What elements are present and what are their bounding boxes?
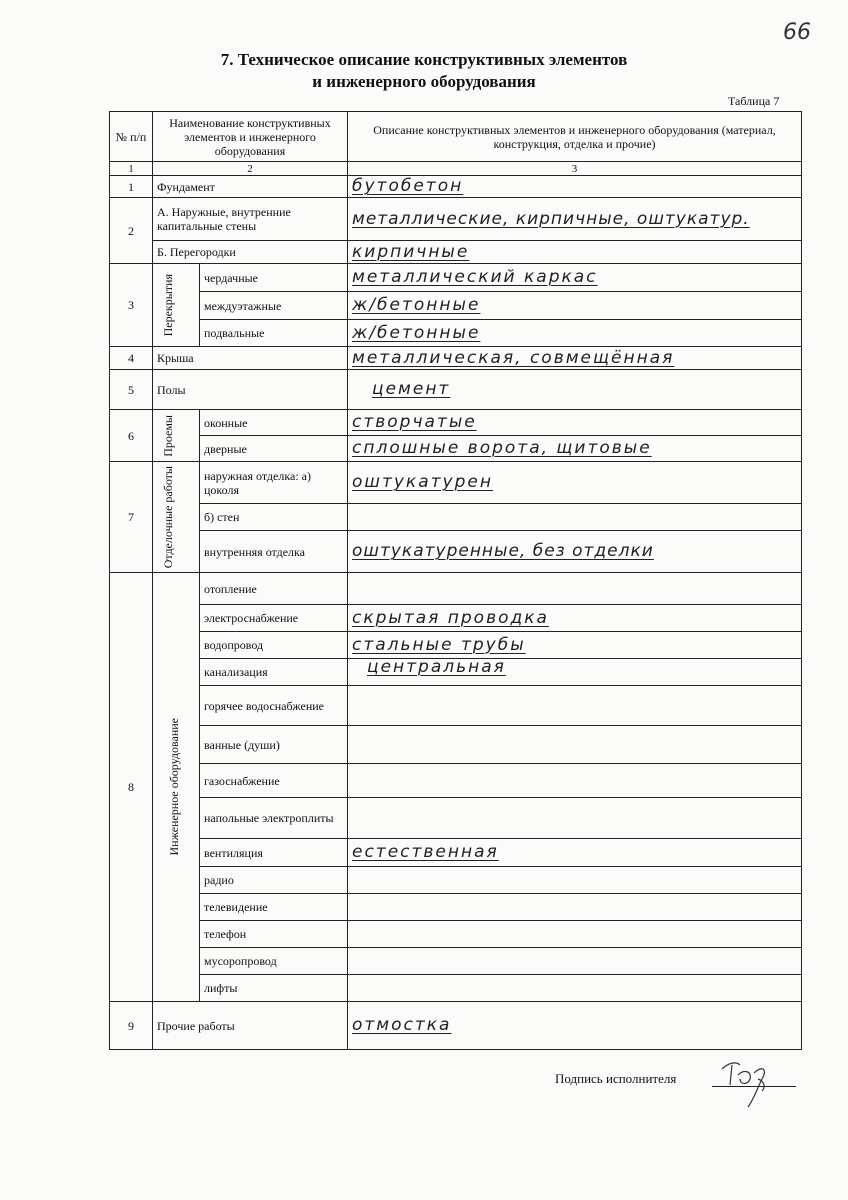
row-value xyxy=(348,462,802,504)
row-name: газоснабжение xyxy=(200,764,348,798)
row-value xyxy=(348,410,802,436)
row-name: горячее водоснабжение xyxy=(200,686,348,726)
table-row xyxy=(110,573,802,605)
row-value xyxy=(348,241,802,264)
col-number-3: 3 xyxy=(348,162,802,176)
page-subtitle: и инженерного оборудования xyxy=(312,72,536,91)
row-name: электроснабжение xyxy=(200,605,348,632)
table-row xyxy=(110,659,802,686)
table-row xyxy=(110,241,802,264)
row-value xyxy=(348,948,802,975)
handwritten-value: цемент xyxy=(372,379,451,399)
row-value xyxy=(348,531,802,573)
row-number: 6 xyxy=(110,410,153,462)
column-numbers-row xyxy=(110,162,802,176)
row-value xyxy=(348,292,802,320)
group-label: Перекрытия xyxy=(153,264,200,347)
table-row xyxy=(110,839,802,867)
table-row xyxy=(110,410,802,436)
header-description: Описание конструктивных элементов и инженерного оборудования (материал, конструкция, отделка и прочие) xyxy=(348,112,802,162)
page-title: 7. Техническое описание конструктивных элементов xyxy=(220,50,628,69)
header-num: № п/п xyxy=(110,112,153,162)
handwritten-value: бутобетон xyxy=(352,176,464,196)
table-row xyxy=(110,531,802,573)
table-row xyxy=(110,605,802,632)
col-number-2: 2 xyxy=(153,162,348,176)
row-name: телевидение xyxy=(200,894,348,921)
row-value xyxy=(348,839,802,867)
handwritten-value: металлический каркас xyxy=(352,267,598,287)
row-value xyxy=(348,504,802,531)
group-label: Отделочные работы xyxy=(153,462,200,573)
row-value xyxy=(348,894,802,921)
table-row xyxy=(110,347,802,370)
row-name: мусоропровод xyxy=(200,948,348,975)
row-value xyxy=(348,921,802,948)
row-value xyxy=(348,573,802,605)
row-name: водопровод xyxy=(200,632,348,659)
table-row xyxy=(110,176,802,198)
row-name: радио xyxy=(200,867,348,894)
row-name: оконные xyxy=(200,410,348,436)
row-name: б) стен xyxy=(200,504,348,531)
row-value xyxy=(348,198,802,241)
handwritten-value: скрытая проводка xyxy=(352,607,549,628)
handwritten-value: металлические, кирпичные, оштукатур. xyxy=(352,208,750,229)
row-value xyxy=(348,659,802,686)
row-name: наружная отделка: а) цоколя xyxy=(200,462,348,504)
table-row xyxy=(110,436,802,462)
row-name: Б. Перегородки xyxy=(153,241,348,264)
handwritten-value: отмостка xyxy=(352,1015,452,1035)
table-row xyxy=(110,686,802,726)
row-name: Фундамент xyxy=(153,176,348,198)
signature-label: Подпись исполнителя xyxy=(555,1071,677,1086)
row-name: внутренняя отделка xyxy=(200,531,348,573)
handwritten-value: ж/бетонные xyxy=(352,295,481,315)
table-row xyxy=(110,370,802,410)
header-name: Наименование конструктивных элементов и инженерного оборудования xyxy=(153,112,348,162)
row-name: лифты xyxy=(200,975,348,1002)
row-value xyxy=(348,798,802,839)
table-row xyxy=(110,292,802,320)
row-number: 3 xyxy=(110,264,153,347)
table-row xyxy=(110,504,802,531)
row-value xyxy=(348,867,802,894)
row-number: 7 xyxy=(110,462,153,573)
handwritten-value: оштукатуренные, без отделки xyxy=(352,541,654,561)
row-number: 2 xyxy=(110,198,153,264)
table-row xyxy=(110,921,802,948)
handwritten-value: центральная xyxy=(367,658,506,677)
row-value xyxy=(348,764,802,798)
handwritten-value: естественная xyxy=(352,842,499,862)
row-value xyxy=(348,436,802,462)
row-value xyxy=(348,605,802,632)
table-row xyxy=(110,1002,802,1050)
table-row xyxy=(110,948,802,975)
table-row xyxy=(110,894,802,921)
table-row xyxy=(110,867,802,894)
handwritten-value: металлическая, совмещённая xyxy=(352,347,675,368)
table-row xyxy=(110,764,802,798)
row-number: 9 xyxy=(110,1002,153,1050)
page-number: 66 xyxy=(783,20,811,45)
row-value xyxy=(348,320,802,347)
row-value xyxy=(348,370,802,410)
table-row xyxy=(110,632,802,659)
row-name: телефон xyxy=(200,921,348,948)
row-number: 8 xyxy=(110,573,153,1002)
handwritten-value: оштукатурен xyxy=(352,472,493,492)
row-name: междуэтажные xyxy=(200,292,348,320)
row-name: вентиляция xyxy=(200,839,348,867)
handwritten-value: створчатые xyxy=(352,412,477,432)
row-name: ванные (души) xyxy=(200,726,348,764)
handwritten-value: кирпичные xyxy=(352,241,470,262)
row-name: Полы xyxy=(153,370,348,410)
table-row xyxy=(110,462,802,504)
row-value xyxy=(348,176,802,198)
handwritten-value: стальные трубы xyxy=(352,634,526,655)
row-number: 4 xyxy=(110,347,153,370)
row-name: чердачные xyxy=(200,264,348,292)
row-name: Прочие работы xyxy=(153,1002,348,1050)
table-row xyxy=(110,264,802,292)
table-row xyxy=(110,320,802,347)
row-name: отопление xyxy=(200,573,348,605)
row-value xyxy=(348,347,802,370)
table-row xyxy=(110,975,802,1002)
row-value xyxy=(348,264,802,292)
table-row xyxy=(110,726,802,764)
signature-mark xyxy=(718,1055,772,1113)
handwritten-value: сплошные ворота, щитовые xyxy=(352,438,652,458)
description-table xyxy=(109,111,802,1050)
group-label: Инженерное оборудование xyxy=(153,573,200,1002)
row-name: дверные xyxy=(200,436,348,462)
group-label: Проемы xyxy=(153,410,200,462)
row-name: А. Наружные, внутренние капитальные стены xyxy=(153,198,348,241)
header-row xyxy=(110,112,802,162)
row-value xyxy=(348,726,802,764)
row-name: напольные электроплиты xyxy=(200,798,348,839)
handwritten-value: ж/бетонные xyxy=(352,322,481,343)
row-name: подвальные xyxy=(200,320,348,347)
row-value xyxy=(348,1002,802,1050)
row-number: 5 xyxy=(110,370,153,410)
row-name: Крыша xyxy=(153,347,348,370)
table-row xyxy=(110,798,802,839)
row-value xyxy=(348,975,802,1002)
row-name: канализация xyxy=(200,659,348,686)
table-label: Таблица 7 xyxy=(728,94,780,108)
table-row xyxy=(110,198,802,241)
col-number-1: 1 xyxy=(110,162,153,176)
row-number: 1 xyxy=(110,176,153,198)
row-value xyxy=(348,686,802,726)
row-value xyxy=(348,632,802,659)
